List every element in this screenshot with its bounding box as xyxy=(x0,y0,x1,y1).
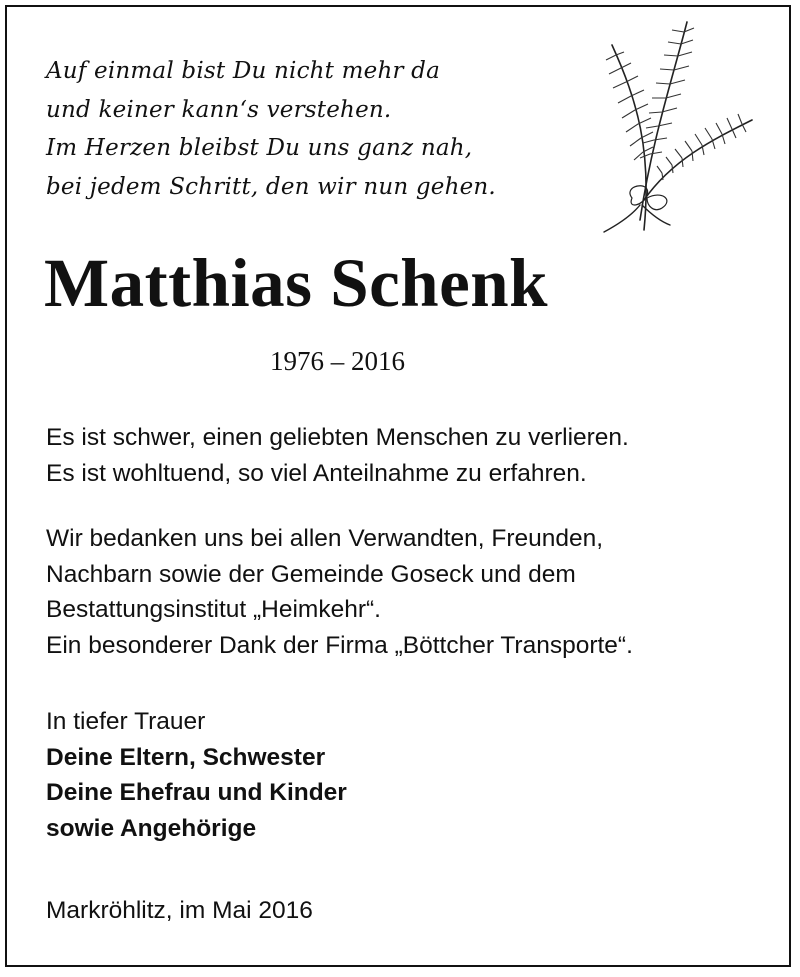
poem-line: und keiner kann‘s verstehen. xyxy=(46,96,392,123)
thanks-paragraph xyxy=(46,521,633,663)
mourners-block xyxy=(46,704,347,846)
life-dates: 1976 – 2016 xyxy=(270,346,405,376)
mourner-line: sowie Angehörige xyxy=(46,814,257,842)
poem-line: Im Herzen bleibst Du uns ganz nah, xyxy=(46,135,473,161)
text-line: Wir bedanken uns bei allen Verwandten, Freunden, xyxy=(46,525,604,552)
deceased-name: Matthias Schenk xyxy=(44,245,548,321)
fern-bouquet-icon xyxy=(592,20,762,235)
poem-line: bei jedem Schritt, den wir nun gehen. xyxy=(46,173,496,200)
poem xyxy=(46,52,496,206)
poem-line: Auf einmal bist Du nicht mehr da xyxy=(46,58,441,84)
mourners-intro: In tiefer Trauer xyxy=(46,708,206,735)
text-line: Ein besonderer Dank der Firma „Böttcher Transporte“. xyxy=(46,631,633,659)
mourner-line: Deine Ehefrau und Kinder xyxy=(46,779,347,806)
text-line: Bestattungsinstitut „Heimkehr“. xyxy=(46,596,381,623)
place-date: Markröhlitz, im Mai 2016 xyxy=(46,897,313,924)
text-line: Nachbarn sowie der Gemeinde Goseck und dem xyxy=(46,560,576,588)
condolence-paragraph xyxy=(46,420,629,491)
text-line: Es ist wohltuend, so viel Anteilnahme zu erfahren. xyxy=(46,459,587,487)
mourner-line: Deine Eltern, Schwester xyxy=(46,743,326,771)
text-line: Es ist schwer, einen geliebten Menschen zu verlieren. xyxy=(46,424,629,451)
